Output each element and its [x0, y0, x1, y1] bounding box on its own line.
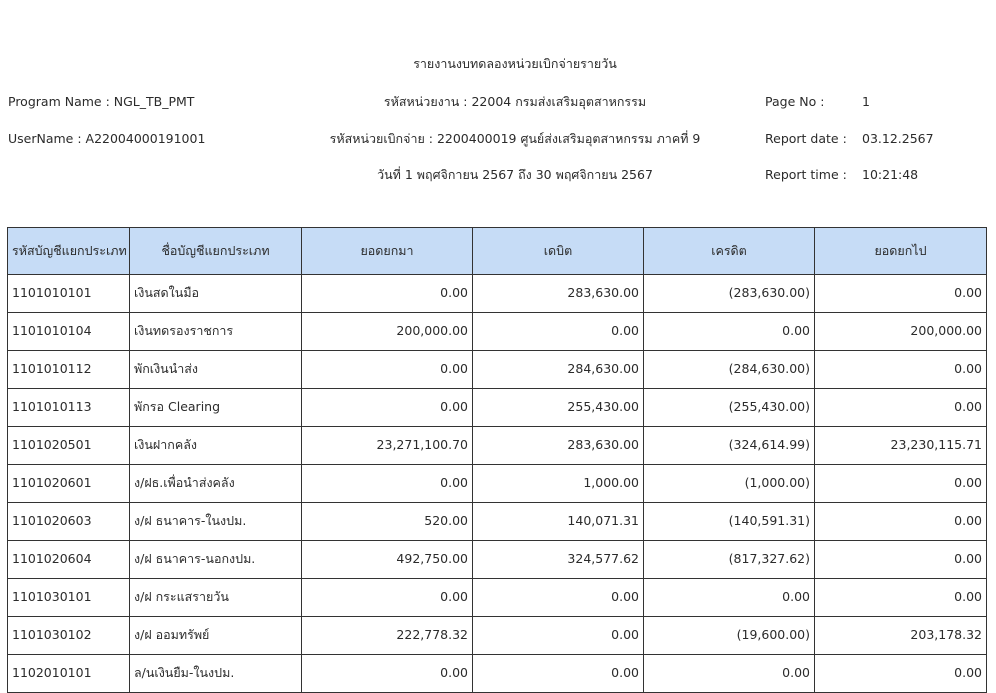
trial-balance-table: [7, 227, 987, 693]
cell-account-name: ง/ฝธ.เพื่อนำส่งคลัง: [130, 465, 302, 503]
cell-account-code: 1101020501: [8, 427, 130, 465]
cell-account-name: พักรอ Clearing: [130, 389, 302, 427]
cell-account-name: เงินฝากคลัง: [130, 427, 302, 465]
cell-debit: 324,577.62: [473, 541, 644, 579]
cell-debit: 255,430.00: [473, 389, 644, 427]
cell-debit: 1,000.00: [473, 465, 644, 503]
page-no-label: Page No :: [765, 94, 825, 109]
cell-account-code: 1101020601: [8, 465, 130, 503]
page-no-value: 1: [862, 94, 870, 109]
cell-account-code: 1101010113: [8, 389, 130, 427]
cell-credit: (283,630.00): [644, 275, 815, 313]
cell-account-code: 1101010101: [8, 275, 130, 313]
user-name: UserName : A22004000191001: [8, 131, 206, 146]
cell-debit: 0.00: [473, 579, 644, 617]
cell-opening-balance: 492,750.00: [302, 541, 473, 579]
cell-credit: (140,591.31): [644, 503, 815, 541]
report-time-label: Report time :: [765, 167, 847, 182]
cell-closing-balance: 0.00: [815, 351, 987, 389]
table-row: [8, 541, 987, 579]
cell-opening-balance: 0.00: [302, 275, 473, 313]
cell-account-name: ง/ฝ ธนาคาร-ในงปม.: [130, 503, 302, 541]
cell-debit: 0.00: [473, 617, 644, 655]
agency-code: รหัสหน่วยงาน : 22004 กรมส่งเสริมอุตสาหกรรม: [383, 94, 647, 109]
cell-opening-balance: 23,271,100.70: [302, 427, 473, 465]
cell-account-code: 1101020603: [8, 503, 130, 541]
table-row: [8, 465, 987, 503]
cell-credit: 0.00: [644, 655, 815, 693]
cell-account-name: ง/ฝ ธนาคาร-นอกงปม.: [130, 541, 302, 579]
cell-opening-balance: 0.00: [302, 579, 473, 617]
cell-opening-balance: 520.00: [302, 503, 473, 541]
table-row: [8, 275, 987, 313]
cell-opening-balance: 0.00: [302, 351, 473, 389]
cell-account-code: 1101030102: [8, 617, 130, 655]
cell-opening-balance: 0.00: [302, 655, 473, 693]
report-time-value: 10:21:48: [862, 167, 919, 182]
report-title: รายงานงบทดลองหน่วยเบิกจ่ายรายวัน: [413, 56, 617, 71]
report-date-value: 03.12.2567: [862, 131, 934, 146]
table-row: [8, 351, 987, 389]
table-row: [8, 579, 987, 617]
cell-closing-balance: 23,230,115.71: [815, 427, 987, 465]
cell-account-code: 1101010112: [8, 351, 130, 389]
table-row: [8, 655, 987, 693]
cell-credit: 0.00: [644, 313, 815, 351]
header-opening-balance: ยอดยกมา: [302, 228, 473, 275]
cell-opening-balance: 0.00: [302, 465, 473, 503]
header-credit: เครดิต: [644, 228, 815, 275]
table-row: [8, 389, 987, 427]
report-date-label: Report date :: [765, 131, 847, 146]
header-account-code: รหัสบัญชีแยกประเภท: [8, 228, 130, 275]
cell-closing-balance: 0.00: [815, 503, 987, 541]
table-row: [8, 313, 987, 351]
table-row: [8, 503, 987, 541]
cell-debit: 140,071.31: [473, 503, 644, 541]
cell-account-name: ง/ฝ กระแสรายวัน: [130, 579, 302, 617]
cell-debit: 283,630.00: [473, 427, 644, 465]
cell-opening-balance: 200,000.00: [302, 313, 473, 351]
cell-closing-balance: 0.00: [815, 541, 987, 579]
cell-closing-balance: 0.00: [815, 389, 987, 427]
cell-credit: 0.00: [644, 579, 815, 617]
cell-account-name: ง/ฝ ออมทรัพย์: [130, 617, 302, 655]
cell-debit: 283,630.00: [473, 275, 644, 313]
header-account-name: ชื่อบัญชีแยกประเภท: [130, 228, 302, 275]
disbursing-unit: รหัสหน่วยเบิกจ่าย : 2200400019 ศูนย์ส่งเสริมอุตสาหกรรม ภาคที่ 9: [329, 131, 701, 146]
cell-closing-balance: 0.00: [815, 655, 987, 693]
cell-opening-balance: 222,778.32: [302, 617, 473, 655]
table-row: [8, 427, 987, 465]
cell-closing-balance: 0.00: [815, 275, 987, 313]
cell-account-code: 1101030101: [8, 579, 130, 617]
cell-debit: 0.00: [473, 313, 644, 351]
table-row: [8, 617, 987, 655]
program-name: Program Name : NGL_TB_PMT: [8, 94, 195, 109]
cell-account-code: 1101020604: [8, 541, 130, 579]
cell-account-name: พักเงินนำส่ง: [130, 351, 302, 389]
cell-closing-balance: 0.00: [815, 579, 987, 617]
table-header-row: [8, 228, 987, 275]
cell-account-name: เงินทดรองราชการ: [130, 313, 302, 351]
cell-account-code: 1102010101: [8, 655, 130, 693]
report-period: วันที่ 1 พฤศจิกายน 2567 ถึง 30 พฤศจิกายน 2567: [377, 167, 653, 182]
cell-credit: (255,430.00): [644, 389, 815, 427]
cell-debit: 284,630.00: [473, 351, 644, 389]
cell-account-code: 1101010104: [8, 313, 130, 351]
cell-opening-balance: 0.00: [302, 389, 473, 427]
cell-closing-balance: 200,000.00: [815, 313, 987, 351]
cell-credit: (19,600.00): [644, 617, 815, 655]
cell-credit: (324,614.99): [644, 427, 815, 465]
header-debit: เดบิต: [473, 228, 644, 275]
cell-account-name: ล/นเงินยืม-ในงปม.: [130, 655, 302, 693]
cell-account-name: เงินสดในมือ: [130, 275, 302, 313]
cell-debit: 0.00: [473, 655, 644, 693]
cell-credit: (1,000.00): [644, 465, 815, 503]
cell-closing-balance: 203,178.32: [815, 617, 987, 655]
cell-closing-balance: 0.00: [815, 465, 987, 503]
header-closing-balance: ยอดยกไป: [815, 228, 987, 275]
cell-credit: (284,630.00): [644, 351, 815, 389]
cell-credit: (817,327.62): [644, 541, 815, 579]
